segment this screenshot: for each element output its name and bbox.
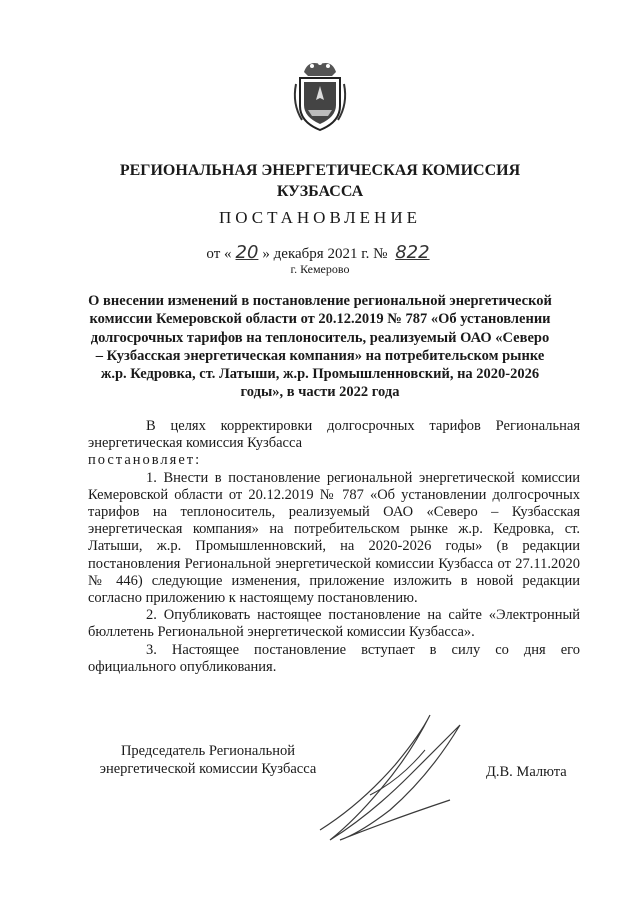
city: г. Кемерово	[290, 262, 350, 276]
position-line-2: энергетической комиссии Кузбасса	[99, 761, 317, 777]
date-prefix: от «	[206, 246, 232, 262]
organization-title: РЕГИОНАЛЬНАЯ ЭНЕРГЕТИЧЕСКАЯ КОМИССИЯ КУЗБАССА	[119, 162, 521, 200]
kuzbass-coat-of-arms-emblem	[290, 54, 350, 134]
item-1: 1. Внести в постановление региональной энергетической комиссии Кемеровской области от 20.12.2019 № 787 «Об установлении долгосрочных тарифов на теплоноситель, реализуемый ОАО «Северо – Кузбасская энергетическая компания» на потребительском рынке ж.р. Кедровка, ст. Латыши, ж.р. Промышленновский, на 2020-2026 годы» (в редакции постановления Региональной энергетической комиссии Кузбасса от 27.11.2020 № 446) следующие изменения, приложение изложить в новой редакции согласно приложению к настоящему постановлению.	[88, 469, 580, 607]
handwritten-signature	[300, 705, 480, 845]
document-subject: О внесении изменений в постановление региональной энергетической комиссии Кемеровской области от 20.12.2019 № 787 «Об установлении долгосрочных тарифов на теплоноситель, реализуемый ОАО «Северо – Кузбасская энергетическая компания» на потребительском рынке ж.р. Кедровка, ст. Латыши, ж.р. Промышленновский, на 2020-2026 годы», в части 2022 года	[88, 293, 552, 401]
document-type: ПОСТАНОВЛЕНИЕ	[218, 208, 421, 227]
item-2: 2. Опубликовать настоящее постановление на сайте «Электронный бюллетень Региональной энергетической комиссии Кузбасса».	[88, 607, 580, 641]
date-suffix: » декабря 2021 г. №	[262, 246, 388, 262]
document-number-handwritten: 822	[395, 242, 430, 263]
position-line-1: Председатель Региональной	[120, 743, 296, 759]
document-body	[88, 418, 580, 676]
signatory-position	[88, 742, 328, 778]
signatory-name: Д.В. Малюта	[486, 764, 567, 780]
item-3: 3. Настоящее постановление вступает в силу со дня его официального опубликования.	[88, 641, 580, 675]
intro-paragraph: В целях корректировки долгосрочных тарифов Региональная энергетическая комиссия Кузбасса	[88, 418, 580, 452]
date-day-handwritten: 20	[235, 242, 259, 263]
date-line	[90, 242, 550, 263]
decree-word: постановляет:	[88, 452, 202, 469]
